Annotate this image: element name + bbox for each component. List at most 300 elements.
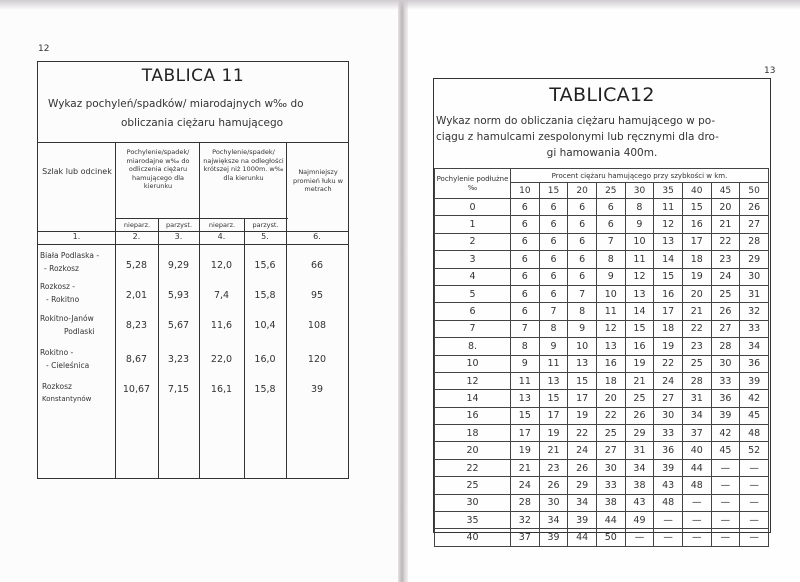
- page-number-left: 12: [38, 44, 50, 54]
- percent-cell: 30: [654, 407, 683, 424]
- table-row: [435, 477, 769, 494]
- table-row: [435, 529, 769, 546]
- subtitle-line: gi hamowania 400m.: [546, 147, 658, 159]
- percent-cell: 6: [511, 251, 540, 268]
- cell: 39: [310, 384, 324, 395]
- percent-cell: 22: [682, 320, 711, 337]
- table-row: [435, 390, 769, 407]
- gradient-value: 16: [435, 407, 511, 424]
- percent-cell: 20: [682, 285, 711, 302]
- percent-cell: 44: [596, 512, 625, 529]
- gradient-value: 4: [435, 268, 511, 285]
- percent-cell: 31: [625, 442, 654, 459]
- cell: 10,4: [254, 320, 276, 331]
- gradient-value: 30: [435, 494, 511, 511]
- cell: 22,0: [210, 354, 233, 365]
- percent-cell: 50: [596, 529, 625, 546]
- gradient-value: 40: [435, 529, 511, 546]
- percent-cell: 26: [711, 303, 740, 320]
- percent-cell: 6: [568, 216, 597, 233]
- table-row: [435, 233, 769, 250]
- percent-cell: 13: [625, 285, 654, 302]
- gradient-value: 3: [435, 251, 511, 268]
- percent-cell: 12: [654, 216, 683, 233]
- percent-cell: 15: [682, 199, 711, 216]
- percent-cell: 17: [511, 425, 540, 442]
- percent-cell: 24: [711, 268, 740, 285]
- cell: 95: [310, 290, 324, 301]
- percent-cell: 6: [511, 268, 540, 285]
- percent-cell: 19: [511, 442, 540, 459]
- percent-cell: 29: [625, 425, 654, 442]
- book-gutter: [398, 0, 408, 582]
- percent-cell: 42: [740, 390, 769, 407]
- percent-cell: 21: [625, 372, 654, 389]
- percent-cell: 28: [682, 372, 711, 389]
- cell: 120: [307, 354, 327, 365]
- percent-cell: 18: [654, 320, 683, 337]
- percent-cell: —: [711, 459, 740, 476]
- percent-cell: 6: [568, 268, 597, 285]
- percent-cell: 39: [654, 459, 683, 476]
- cell: 12,0: [210, 260, 233, 271]
- percent-cell: 15: [568, 372, 597, 389]
- header-max-gradient: Pochylenie/spadek/ największe na odległości krótszej niż 1000m. w‰ dla kierunku: [203, 148, 284, 182]
- percent-cell: 36: [711, 390, 740, 407]
- percent-cell: 36: [740, 355, 769, 372]
- speed-header: 20: [568, 183, 597, 199]
- table-row: [435, 320, 769, 337]
- cell: 3,23: [167, 354, 190, 365]
- percent-cell: 7: [596, 233, 625, 250]
- percent-cell: 8: [625, 199, 654, 216]
- percent-cell: 8: [596, 251, 625, 268]
- percent-cell: 21: [682, 303, 711, 320]
- percent-cell: 13: [654, 233, 683, 250]
- subheader-odd: nieparz.: [123, 221, 151, 229]
- percent-cell: —: [740, 529, 769, 546]
- percent-cell: 22: [654, 355, 683, 372]
- cell: 8,67: [125, 354, 148, 365]
- percent-cell: 10: [596, 285, 625, 302]
- percent-cell: 34: [682, 407, 711, 424]
- percent-cell: 21: [539, 442, 568, 459]
- percent-cell: 8: [511, 338, 540, 355]
- divider: [38, 244, 348, 245]
- percent-cell: 13: [596, 338, 625, 355]
- percent-cell: 6: [511, 303, 540, 320]
- percent-cell: 28: [711, 338, 740, 355]
- cell: 7,15: [167, 384, 190, 395]
- speed-header: 15: [539, 183, 568, 199]
- percent-cell: 44: [568, 529, 597, 546]
- percent-cell: 6: [596, 199, 625, 216]
- speed-header: 10: [511, 183, 540, 199]
- percent-cell: 28: [511, 494, 540, 511]
- percent-cell: 11: [654, 199, 683, 216]
- gradient-value: 6: [435, 303, 511, 320]
- percent-cell: 19: [654, 338, 683, 355]
- percent-cell: 19: [682, 268, 711, 285]
- header-gradient: Pochylenie podłużne ‰: [435, 169, 511, 199]
- table-11-subtitle: [48, 95, 344, 133]
- gradient-value: 12: [435, 372, 511, 389]
- speed-header: 25: [596, 183, 625, 199]
- percent-cell: 27: [740, 216, 769, 233]
- percent-cell: 22: [711, 233, 740, 250]
- percent-cell: —: [740, 459, 769, 476]
- percent-cell: 25: [711, 285, 740, 302]
- gradient-value: 10: [435, 355, 511, 372]
- percent-cell: 13: [539, 372, 568, 389]
- gradient-value: 25: [435, 477, 511, 494]
- percent-cell: 15: [511, 407, 540, 424]
- percent-cell: 34: [625, 459, 654, 476]
- column-number: 2.: [132, 232, 141, 241]
- percent-cell: 45: [711, 442, 740, 459]
- gradient-value: 35: [435, 512, 511, 529]
- percent-cell: —: [740, 494, 769, 511]
- percent-cell: 6: [539, 268, 568, 285]
- percent-cell: 23: [682, 338, 711, 355]
- percent-cell: 31: [682, 390, 711, 407]
- percent-cell: 27: [711, 320, 740, 337]
- percent-cell: —: [682, 512, 711, 529]
- column-number: 6.: [313, 232, 321, 241]
- subtitle-line: Wykaz pochyleń/spadków/ miarodajnych w‰ do: [48, 98, 304, 110]
- percent-cell: 20: [596, 390, 625, 407]
- percent-cell: 9: [625, 216, 654, 233]
- percent-cell: —: [654, 512, 683, 529]
- percent-cell: —: [625, 529, 654, 546]
- divider: [286, 142, 287, 478]
- column-number: 4.: [217, 232, 226, 241]
- percent-cell: 19: [539, 425, 568, 442]
- table-row: [435, 199, 769, 216]
- speed-header: 30: [625, 183, 654, 199]
- percent-cell: 22: [596, 407, 625, 424]
- percent-cell: 25: [625, 390, 654, 407]
- percent-cell: 30: [740, 268, 769, 285]
- subtitle-line: obliczania ciężaru hamującego: [121, 117, 284, 129]
- percent-cell: 6: [539, 199, 568, 216]
- subheader-odd: nieparz.: [208, 221, 236, 229]
- percent-cell: 39: [568, 512, 597, 529]
- percent-cell: 32: [740, 303, 769, 320]
- cell: 2,01: [125, 290, 148, 301]
- gradient-value: 14: [435, 390, 511, 407]
- percent-cell: 10: [625, 233, 654, 250]
- percent-cell: 7: [568, 285, 597, 302]
- percent-cell: 33: [740, 320, 769, 337]
- percent-cell: 13: [568, 355, 597, 372]
- percent-cell: 11: [625, 251, 654, 268]
- divider: [158, 218, 159, 478]
- percent-cell: 26: [539, 477, 568, 494]
- table-row: [435, 251, 769, 268]
- speed-header: 50: [740, 183, 769, 199]
- percent-cell: 12: [625, 268, 654, 285]
- cell: 15,8: [254, 290, 276, 301]
- percent-cell: 36: [654, 442, 683, 459]
- percent-cell: 49: [625, 512, 654, 529]
- percent-cell: 33: [711, 372, 740, 389]
- percent-cell: 6: [539, 216, 568, 233]
- percent-cell: 39: [539, 529, 568, 546]
- cell: 5,93: [167, 290, 190, 301]
- percent-cell: —: [740, 477, 769, 494]
- percent-cell: 37: [511, 529, 540, 546]
- percent-cell: 6: [596, 216, 625, 233]
- table-row: [435, 442, 769, 459]
- percent-cell: 21: [511, 459, 540, 476]
- percent-cell: 17: [539, 407, 568, 424]
- table-12-title: TABLICA12: [549, 84, 655, 106]
- percent-cell: 19: [625, 355, 654, 372]
- speed-header: 45: [711, 183, 740, 199]
- table-12: [433, 78, 771, 544]
- percent-cell: 19: [568, 407, 597, 424]
- percent-cell: 17: [654, 303, 683, 320]
- percent-cell: —: [711, 529, 740, 546]
- percent-cell: 39: [711, 407, 740, 424]
- percent-cell: 23: [711, 251, 740, 268]
- percent-cell: 13: [511, 390, 540, 407]
- subheader-even: parzyst.: [252, 221, 279, 229]
- percent-cell: 11: [596, 303, 625, 320]
- percent-cell: 30: [596, 459, 625, 476]
- speed-header: 40: [682, 183, 711, 199]
- percent-cell: 6: [539, 251, 568, 268]
- gradient-value: 18: [435, 425, 511, 442]
- gradient-value: 1: [435, 216, 511, 233]
- gradient-value: 2: [435, 233, 511, 250]
- table-row: [435, 512, 769, 529]
- cell: 9,29: [167, 260, 190, 271]
- header-route: Szlak lub odcinek: [42, 167, 112, 176]
- percent-cell: 15: [654, 268, 683, 285]
- percent-cell: 32: [511, 512, 540, 529]
- percent-cell: 9: [596, 268, 625, 285]
- percent-cell: —: [682, 529, 711, 546]
- divider: [38, 142, 348, 143]
- percent-cell: 6: [568, 233, 597, 250]
- table-row: [435, 425, 769, 442]
- divider: [244, 218, 245, 478]
- gradient-value: 22: [435, 459, 511, 476]
- percent-cell: 43: [625, 494, 654, 511]
- percent-cell: 29: [568, 477, 597, 494]
- header-speed: Procent ciężaru hamującego przy szybkości w km.: [511, 169, 769, 183]
- percent-cell: 9: [539, 338, 568, 355]
- percent-cell: 45: [740, 407, 769, 424]
- percent-cell: 48: [682, 477, 711, 494]
- percent-cell: 17: [682, 233, 711, 250]
- percent-cell: 34: [539, 512, 568, 529]
- percent-cell: 30: [711, 355, 740, 372]
- cell: 16,1: [210, 384, 233, 395]
- percent-cell: 16: [682, 216, 711, 233]
- percent-cell: 23: [539, 459, 568, 476]
- percent-cell: 11: [539, 355, 568, 372]
- column-number: 5.: [261, 232, 269, 241]
- percent-cell: 33: [654, 425, 683, 442]
- percent-cell: 48: [654, 494, 683, 511]
- cell: 10,67: [122, 384, 151, 395]
- percent-cell: 24: [568, 442, 597, 459]
- percent-cell: 18: [682, 251, 711, 268]
- table-row: [435, 338, 769, 355]
- percent-cell: 6: [511, 285, 540, 302]
- percent-cell: 8: [568, 303, 597, 320]
- braking-weight-table: [434, 168, 769, 547]
- percent-cell: 24: [654, 372, 683, 389]
- percent-cell: 6: [539, 233, 568, 250]
- percent-cell: 20: [711, 199, 740, 216]
- table-row: [435, 459, 769, 476]
- percent-cell: 43: [654, 477, 683, 494]
- percent-cell: 37: [682, 425, 711, 442]
- subheader-even: parzyst.: [165, 221, 193, 229]
- percent-cell: 10: [568, 338, 597, 355]
- percent-cell: —: [711, 512, 740, 529]
- divider: [115, 142, 116, 478]
- percent-cell: 52: [740, 442, 769, 459]
- percent-cell: 12: [596, 320, 625, 337]
- percent-cell: 25: [682, 355, 711, 372]
- percent-cell: 39: [740, 372, 769, 389]
- table-11-title: TABLICA 11: [141, 66, 245, 86]
- cell: 15,8: [254, 384, 276, 395]
- cell: 8,23: [125, 320, 148, 331]
- header-ruling-gradient: Pochylenie/spadek/ miarodajne w‰ do odliczenia ciężaru hamującego dla kierunku: [126, 148, 190, 190]
- percent-cell: 11: [511, 372, 540, 389]
- cell: 5,67: [167, 320, 190, 331]
- column-number: 3.: [174, 232, 183, 241]
- percent-cell: 38: [625, 477, 654, 494]
- route-name: Rozkosz Konstantynów: [42, 382, 92, 403]
- gradient-value: 7: [435, 320, 511, 337]
- percent-cell: 34: [740, 338, 769, 355]
- table-row: [435, 303, 769, 320]
- percent-cell: —: [654, 529, 683, 546]
- route-name: Rozkosz - - Rokitno: [40, 282, 80, 304]
- percent-cell: —: [682, 494, 711, 511]
- percent-cell: 9: [568, 320, 597, 337]
- percent-cell: 31: [740, 285, 769, 302]
- percent-cell: 15: [625, 320, 654, 337]
- percent-cell: 17: [568, 390, 597, 407]
- table-row: [435, 372, 769, 389]
- percent-cell: —: [740, 512, 769, 529]
- percent-cell: 6: [539, 285, 568, 302]
- percent-cell: 6: [511, 199, 540, 216]
- speed-header: 35: [654, 183, 683, 199]
- percent-cell: 28: [740, 233, 769, 250]
- table-row: [435, 355, 769, 372]
- gradient-value: 0: [435, 199, 511, 216]
- percent-cell: 40: [682, 442, 711, 459]
- scan-edge-shadow: [0, 0, 800, 10]
- right-page: [400, 0, 800, 582]
- percent-cell: 7: [539, 303, 568, 320]
- percent-cell: 15: [539, 390, 568, 407]
- percent-cell: —: [711, 494, 740, 511]
- cell: 16,0: [254, 354, 276, 365]
- percent-cell: 6: [511, 216, 540, 233]
- percent-cell: 26: [740, 199, 769, 216]
- column-number: 1.: [72, 232, 81, 241]
- header-min-radius: Najmniejszy promień łuku w metrach: [293, 168, 343, 193]
- cell: 5,28: [125, 260, 148, 271]
- subtitle-line: Wykaz norm do obliczania ciężaru hamującego w po-: [436, 115, 716, 127]
- percent-cell: 26: [625, 407, 654, 424]
- percent-cell: 25: [596, 425, 625, 442]
- percent-cell: 44: [682, 459, 711, 476]
- percent-cell: 42: [711, 425, 740, 442]
- percent-cell: 27: [654, 390, 683, 407]
- gradient-value: 8.: [435, 338, 511, 355]
- cell: 7,4: [213, 290, 230, 301]
- table-row: [435, 494, 769, 511]
- gradient-value: 20: [435, 442, 511, 459]
- subtitle-line: ciągu z hamulcami zespolonymi lub ręcznymi dla dro-: [436, 131, 719, 143]
- percent-cell: 27: [596, 442, 625, 459]
- cell: 15,6: [254, 260, 276, 271]
- route-name: Rokitno - - Cieleśnica: [40, 348, 90, 370]
- cell: 11,6: [210, 320, 233, 331]
- percent-cell: 48: [740, 425, 769, 442]
- route-name: Rokitno-Janów Podlaski: [40, 314, 95, 336]
- percent-cell: 29: [740, 251, 769, 268]
- table-row: [435, 407, 769, 424]
- percent-cell: 21: [711, 216, 740, 233]
- cell: 108: [307, 320, 327, 331]
- percent-cell: 6: [568, 199, 597, 216]
- table-12-subtitle: [436, 113, 768, 161]
- percent-cell: 16: [654, 285, 683, 302]
- percent-cell: 16: [625, 338, 654, 355]
- percent-cell: —: [711, 477, 740, 494]
- percent-cell: 7: [511, 320, 540, 337]
- gradient-value: 5: [435, 285, 511, 302]
- percent-cell: 14: [654, 251, 683, 268]
- table-11: [37, 61, 349, 479]
- percent-cell: 14: [625, 303, 654, 320]
- percent-cell: 6: [511, 233, 540, 250]
- divider: [115, 218, 288, 219]
- percent-cell: 33: [596, 477, 625, 494]
- percent-cell: 16: [596, 355, 625, 372]
- percent-cell: 38: [596, 494, 625, 511]
- cell: 66: [310, 260, 324, 271]
- percent-cell: 24: [511, 477, 540, 494]
- table-row: [435, 285, 769, 302]
- table-row: [435, 268, 769, 285]
- percent-cell: 6: [568, 251, 597, 268]
- route-name: Biała Podlaska - - Rozkosz: [40, 251, 100, 273]
- page-number-right: 13: [764, 66, 776, 76]
- percent-cell: 9: [511, 355, 540, 372]
- table-row: [435, 216, 769, 233]
- percent-cell: 8: [539, 320, 568, 337]
- percent-cell: 30: [539, 494, 568, 511]
- percent-cell: 18: [596, 372, 625, 389]
- percent-cell: 26: [568, 459, 597, 476]
- percent-cell: 34: [568, 494, 597, 511]
- percent-cell: 22: [568, 425, 597, 442]
- divider: [199, 142, 200, 478]
